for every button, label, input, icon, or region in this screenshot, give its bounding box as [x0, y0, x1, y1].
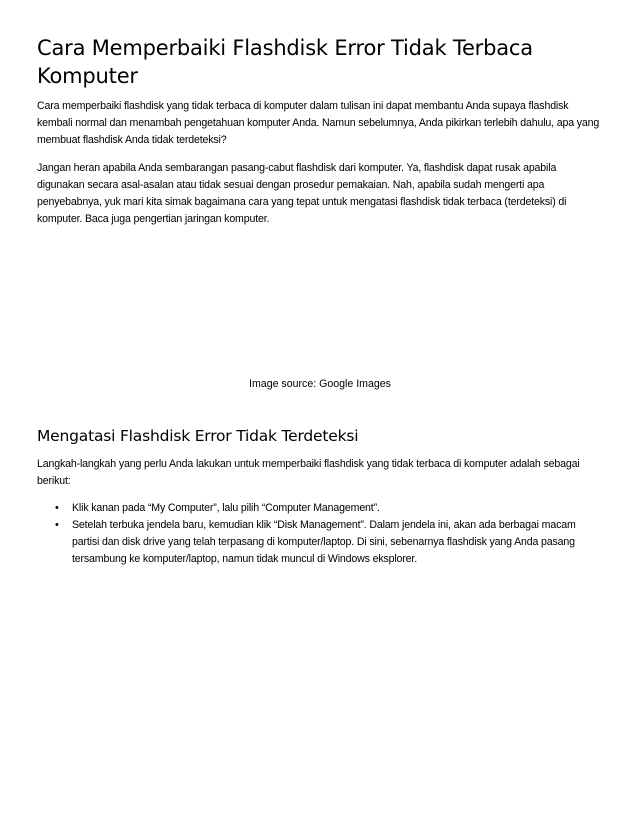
list-item	[37, 500, 603, 517]
list-item-text: Setelah terbuka jendela baru, kemudian klik “Disk Management”. Dalam jendela ini, akan ada berbagai macam partisi dan disk drive yang telah terpasang di komputer/laptop. Di sini, sebenarnya flashdisk yang Anda pasang tersambung ke komputer/laptop, namun tidak muncul di Windows eksplorer.	[72, 519, 576, 565]
body-paragraph: Jangan heran apabila Anda sembarangan pasang-cabut flashdisk dari komputer. Ya, flashdisk dapat rusak apabila digunakan secara asal-asalan atau tidak sesuai dengan prosedur pemakaian. Nah, apabila sudah mengerti apa penyebabnya, yuk mari kita simak bagaimana cara yang tepat untuk mengatasi flashdisk tidak terbaca (terdeteksi) di komputer. Baca juga pengertian jaringan komputer.	[37, 162, 567, 225]
document-title: Cara Memperbaiki Flashdisk Error Tidak Terbaca Komputer	[37, 36, 533, 88]
bullet-icon: •	[55, 519, 59, 531]
list-item	[37, 517, 603, 568]
section-heading: Mengatasi Flashdisk Error Tidak Terdeteksi	[37, 427, 359, 445]
steps-list	[37, 500, 603, 568]
list-item-text: Klik kanan pada “My Computer”, lalu pilih “Computer Management”.	[72, 502, 380, 514]
bullet-icon: •	[55, 502, 59, 514]
section-intro-paragraph: Langkah-langkah yang perlu Anda lakukan untuk memperbaiki flashdisk yang tidak terbaca di komputer adalah sebagai berikut:	[37, 458, 580, 487]
image-caption: Image source: Google Images	[249, 378, 391, 390]
document-page	[37, 34, 603, 568]
image-placeholder	[37, 228, 603, 376]
intro-paragraph: Cara memperbaiki flashdisk yang tidak terbaca di komputer dalam tulisan ini dapat membantu Anda supaya flashdisk kembali normal dan menambah pengetahuan komputer Anda. Namun sebelumnya, Anda pikirkan terlebih dahulu, apa yang membuat flashdisk Anda tidak terdeteksi?	[37, 100, 600, 146]
